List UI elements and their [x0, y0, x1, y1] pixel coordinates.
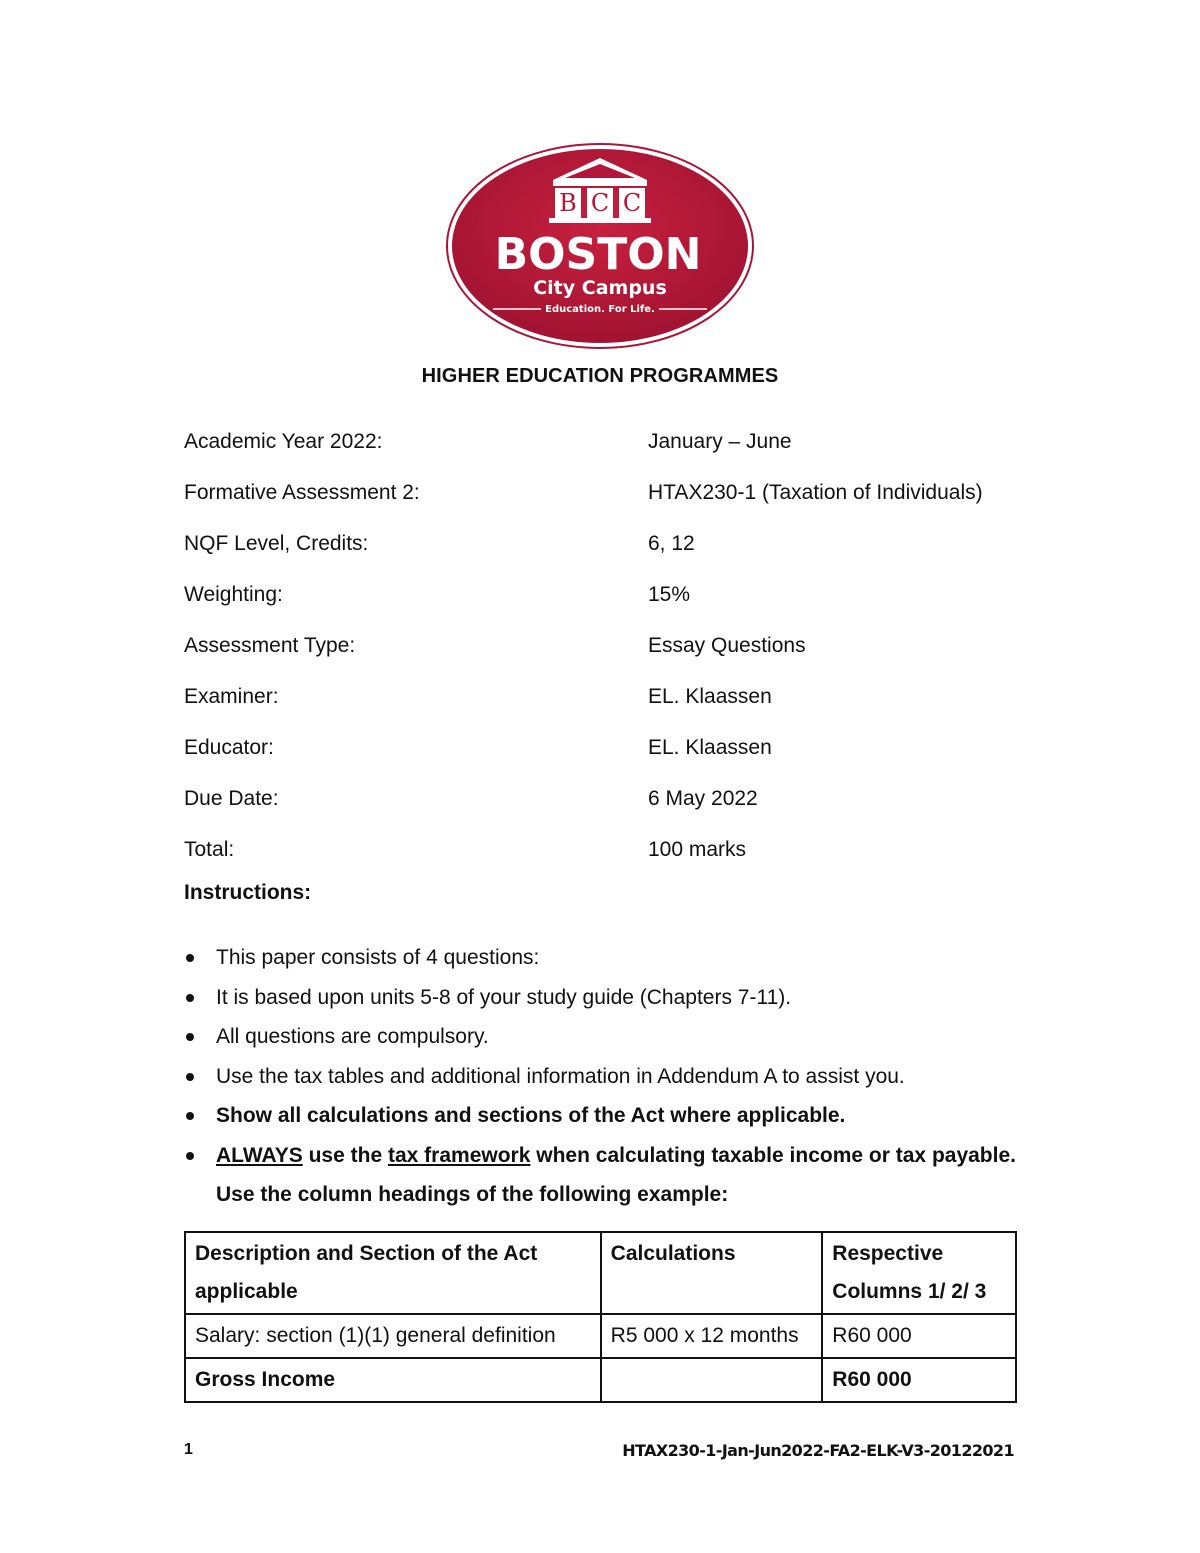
table-cell: R60 000 — [822, 1358, 1016, 1402]
detail-value: 15% — [648, 583, 691, 606]
tax-framework-table — [184, 1231, 1017, 1403]
table-total-row — [185, 1358, 1016, 1402]
detail-row — [184, 736, 1024, 766]
detail-label: Educator: — [184, 736, 274, 759]
detail-label: Total: — [184, 838, 235, 861]
instructions-title: Instructions: — [184, 881, 312, 904]
detail-row — [184, 838, 1024, 868]
page-number: 1 — [184, 1441, 193, 1458]
detail-value: Essay Questions — [648, 634, 806, 657]
list-item: This paper consists of 4 questions: — [184, 938, 1016, 978]
list-item: Use the tax tables and additional information in Addendum A to assist you. — [184, 1057, 1016, 1097]
document-code: HTAX230-1-Jan-Jun2022-FA2-ELK-V3-20122021 — [622, 1441, 1014, 1460]
table-header: Description and Section of the Act applicable — [185, 1232, 601, 1314]
detail-row — [184, 685, 1024, 715]
detail-label: NQF Level, Credits: — [184, 532, 369, 555]
bullet-icon — [186, 994, 194, 1002]
detail-value: January – June — [648, 430, 792, 453]
detail-value: EL. Klaassen — [648, 736, 772, 759]
svg-text:C: C — [590, 189, 610, 217]
table-row — [185, 1314, 1016, 1358]
table-cell: R5 000 x 12 months — [601, 1314, 823, 1358]
table-header: Calculations — [601, 1232, 823, 1314]
logo-subtitle: City Campus — [533, 277, 667, 299]
detail-label: Examiner: — [184, 685, 279, 708]
list-item: ALWAYS use the tax framework when calculating taxable income or tax payable. Use the column headings of the following example: — [184, 1136, 1016, 1215]
table-cell: R60 000 — [822, 1314, 1016, 1358]
svg-text:C: C — [622, 189, 642, 217]
detail-value: 6, 12 — [648, 532, 695, 555]
list-item: Show all calculations and sections of the Act where applicable. — [184, 1096, 1016, 1136]
bullet-icon — [186, 1073, 194, 1081]
page-heading: HIGHER EDUCATION PROGRAMMES — [421, 365, 779, 387]
bullet-icon — [186, 954, 194, 962]
detail-value: HTAX230-1 (Taxation of Individuals) — [648, 481, 983, 504]
instructions-list — [184, 938, 1016, 1215]
detail-value: 100 marks — [648, 838, 747, 861]
table-cell: Salary: section (1)(1) general definition — [185, 1314, 601, 1358]
detail-row — [184, 787, 1024, 817]
list-item: All questions are compulsory. — [184, 1017, 1016, 1057]
detail-row — [184, 634, 1024, 664]
table-cell — [601, 1358, 823, 1402]
detail-row — [184, 583, 1024, 613]
boston-city-campus-logo — [445, 142, 755, 350]
bullet-icon — [186, 1112, 194, 1120]
list-item: It is based upon units 5-8 of your study guide (Chapters 7-11). — [184, 978, 1016, 1018]
detail-label: Due Date: — [184, 787, 279, 810]
detail-label: Assessment Type: — [184, 634, 356, 657]
table-cell: Gross Income — [185, 1358, 601, 1402]
svg-text:B: B — [559, 189, 577, 217]
detail-value: 6 May 2022 — [648, 787, 758, 810]
detail-row — [184, 481, 1024, 511]
detail-label: Weighting: — [184, 583, 283, 606]
table-header-row — [185, 1232, 1016, 1314]
table-header: Respective Columns 1/ 2/ 3 — [822, 1232, 1016, 1314]
bullet-icon — [186, 1152, 194, 1160]
detail-label: Academic Year 2022: — [184, 430, 383, 453]
detail-row — [184, 532, 1024, 562]
bullet-icon — [186, 1033, 194, 1041]
detail-value: EL. Klaassen — [648, 685, 772, 708]
logo-name: BOSTON — [494, 229, 702, 280]
detail-label: Formative Assessment 2: — [184, 481, 420, 504]
logo-tagline: Education. For Life. — [545, 304, 655, 315]
detail-row — [184, 430, 1024, 460]
